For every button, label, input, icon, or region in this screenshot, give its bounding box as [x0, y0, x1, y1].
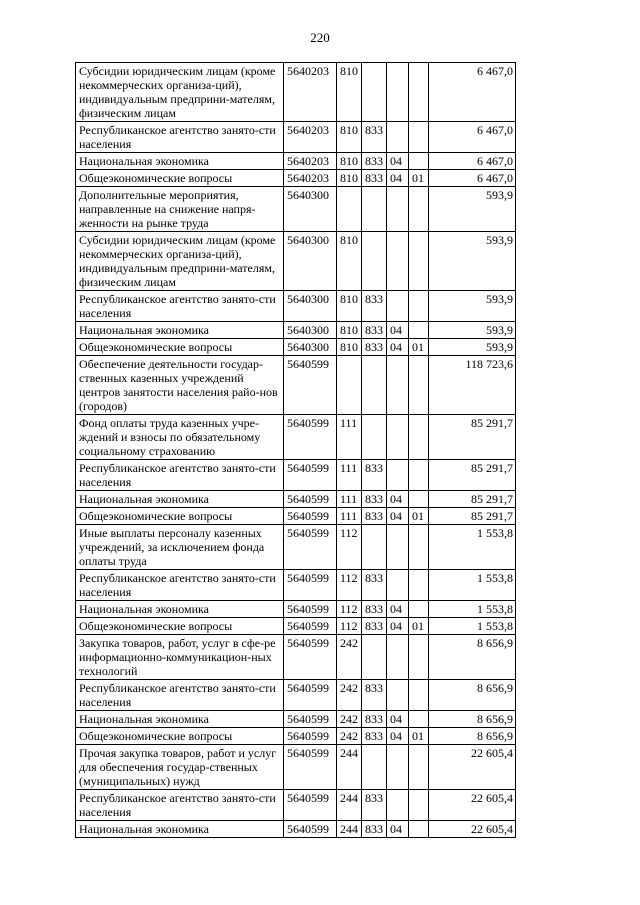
row-section-cell [387, 460, 409, 491]
row-target-article-cell: 5640599 [284, 570, 337, 601]
row-admin-code-cell [362, 415, 387, 460]
row-amount-cell: 593,9 [429, 322, 516, 339]
row-expense-type-cell: 810 [337, 339, 362, 356]
row-subsection-cell [409, 491, 429, 508]
row-subsection-cell [409, 601, 429, 618]
row-subsection-cell [409, 711, 429, 728]
row-name-cell: Республиканское агентство занято-сти населения [76, 790, 284, 821]
row-section-cell: 04 [387, 728, 409, 745]
table-row [76, 680, 516, 711]
row-amount-cell: 593,9 [429, 232, 516, 291]
row-admin-code-cell [362, 187, 387, 232]
row-section-cell [387, 122, 409, 153]
table-row [76, 339, 516, 356]
row-amount-cell: 8 656,9 [429, 680, 516, 711]
row-amount-cell: 118 723,6 [429, 356, 516, 415]
row-name-cell: Республиканское агентство занято-сти населения [76, 122, 284, 153]
row-expense-type-cell [337, 187, 362, 232]
row-target-article-cell: 5640599 [284, 460, 337, 491]
row-name-cell: Общеэкономические вопросы [76, 728, 284, 745]
table-row [76, 570, 516, 601]
row-target-article-cell: 5640599 [284, 356, 337, 415]
row-admin-code-cell: 833 [362, 491, 387, 508]
row-admin-code-cell [362, 745, 387, 790]
row-target-article-cell: 5640599 [284, 745, 337, 790]
row-name-cell: Республиканское агентство занято-сти населения [76, 460, 284, 491]
row-target-article-cell: 5640599 [284, 618, 337, 635]
row-admin-code-cell: 833 [362, 291, 387, 322]
row-admin-code-cell: 833 [362, 570, 387, 601]
row-subsection-cell [409, 322, 429, 339]
row-amount-cell: 1 553,8 [429, 570, 516, 601]
row-amount-cell: 1 553,8 [429, 618, 516, 635]
row-subsection-cell [409, 415, 429, 460]
row-target-article-cell: 5640300 [284, 291, 337, 322]
row-section-cell [387, 63, 409, 122]
row-admin-code-cell: 833 [362, 170, 387, 187]
row-subsection-cell: 01 [409, 618, 429, 635]
row-section-cell [387, 415, 409, 460]
row-expense-type-cell: 111 [337, 460, 362, 491]
row-subsection-cell: 01 [409, 339, 429, 356]
row-name-cell: Прочая закупка товаров, работ и услуг для обеспечения государ-ственных (муниципальных) нужд [76, 745, 284, 790]
row-admin-code-cell [362, 63, 387, 122]
row-admin-code-cell: 833 [362, 508, 387, 525]
row-section-cell: 04 [387, 153, 409, 170]
table-row [76, 491, 516, 508]
row-expense-type-cell: 242 [337, 635, 362, 680]
row-section-cell [387, 187, 409, 232]
row-section-cell [387, 291, 409, 322]
row-name-cell: Национальная экономика [76, 821, 284, 838]
page-number: 220 [310, 30, 330, 45]
row-expense-type-cell: 111 [337, 415, 362, 460]
row-admin-code-cell: 833 [362, 711, 387, 728]
row-section-cell [387, 680, 409, 711]
row-expense-type-cell: 111 [337, 491, 362, 508]
row-subsection-cell [409, 63, 429, 122]
row-amount-cell: 593,9 [429, 291, 516, 322]
row-target-article-cell: 5640599 [284, 601, 337, 618]
table-row [76, 508, 516, 525]
row-name-cell: Общеэкономические вопросы [76, 170, 284, 187]
row-expense-type-cell: 242 [337, 728, 362, 745]
table-row [76, 711, 516, 728]
row-expense-type-cell: 810 [337, 232, 362, 291]
table-row [76, 415, 516, 460]
row-admin-code-cell: 833 [362, 339, 387, 356]
row-section-cell [387, 745, 409, 790]
row-expense-type-cell [337, 356, 362, 415]
table-row [76, 322, 516, 339]
row-admin-code-cell: 833 [362, 153, 387, 170]
row-admin-code-cell: 833 [362, 821, 387, 838]
row-section-cell [387, 232, 409, 291]
row-section-cell: 04 [387, 339, 409, 356]
row-admin-code-cell: 833 [362, 601, 387, 618]
row-subsection-cell [409, 570, 429, 601]
row-amount-cell: 6 467,0 [429, 153, 516, 170]
row-amount-cell: 22 605,4 [429, 821, 516, 838]
row-section-cell: 04 [387, 618, 409, 635]
row-name-cell: Национальная экономика [76, 322, 284, 339]
row-expense-type-cell: 111 [337, 508, 362, 525]
row-subsection-cell [409, 745, 429, 790]
row-amount-cell: 8 656,9 [429, 728, 516, 745]
row-subsection-cell [409, 460, 429, 491]
row-expense-type-cell: 810 [337, 291, 362, 322]
row-section-cell [387, 790, 409, 821]
table-row [76, 525, 516, 570]
row-admin-code-cell: 833 [362, 322, 387, 339]
row-section-cell: 04 [387, 322, 409, 339]
row-amount-cell: 85 291,7 [429, 491, 516, 508]
row-target-article-cell: 5640599 [284, 508, 337, 525]
table-row [76, 187, 516, 232]
row-admin-code-cell: 833 [362, 122, 387, 153]
table-row [76, 728, 516, 745]
row-name-cell: Общеэкономические вопросы [76, 339, 284, 356]
row-admin-code-cell: 833 [362, 680, 387, 711]
row-expense-type-cell: 244 [337, 790, 362, 821]
row-expense-type-cell: 810 [337, 122, 362, 153]
row-section-cell [387, 356, 409, 415]
row-admin-code-cell: 833 [362, 790, 387, 821]
row-name-cell: Национальная экономика [76, 153, 284, 170]
row-expense-type-cell: 810 [337, 322, 362, 339]
row-target-article-cell: 5640599 [284, 728, 337, 745]
table-row [76, 618, 516, 635]
row-target-article-cell: 5640599 [284, 711, 337, 728]
row-target-article-cell: 5640300 [284, 232, 337, 291]
table-row [76, 601, 516, 618]
row-admin-code-cell: 833 [362, 460, 387, 491]
row-target-article-cell: 5640300 [284, 187, 337, 232]
table-row [76, 153, 516, 170]
row-admin-code-cell [362, 232, 387, 291]
table-row [76, 63, 516, 122]
row-expense-type-cell: 112 [337, 618, 362, 635]
row-amount-cell: 6 467,0 [429, 63, 516, 122]
row-name-cell: Общеэкономические вопросы [76, 618, 284, 635]
row-section-cell [387, 635, 409, 680]
table-row [76, 635, 516, 680]
row-amount-cell: 1 553,8 [429, 525, 516, 570]
row-admin-code-cell: 833 [362, 728, 387, 745]
row-subsection-cell [409, 187, 429, 232]
table-row [76, 232, 516, 291]
budget-table [75, 62, 516, 838]
row-name-cell: Общеэкономические вопросы [76, 508, 284, 525]
row-target-article-cell: 5640599 [284, 491, 337, 508]
row-target-article-cell: 5640599 [284, 635, 337, 680]
row-section-cell: 04 [387, 821, 409, 838]
row-name-cell: Иные выплаты персоналу казенных учреждений, за исключением фонда оплаты труда [76, 525, 284, 570]
row-subsection-cell [409, 635, 429, 680]
row-section-cell: 04 [387, 170, 409, 187]
row-section-cell: 04 [387, 508, 409, 525]
row-amount-cell: 22 605,4 [429, 790, 516, 821]
row-name-cell: Обеспечение деятельности государ-ственных казенных учреждений центров занятости населения райо-нов (городов) [76, 356, 284, 415]
row-name-cell: Субсидии юридическим лицам (кроме некоммерческих организа-ций), индивидуальным предприни-мателям, физическим лицам [76, 232, 284, 291]
table-row [76, 122, 516, 153]
table-row [76, 790, 516, 821]
row-section-cell: 04 [387, 711, 409, 728]
row-amount-cell: 6 467,0 [429, 122, 516, 153]
row-admin-code-cell [362, 635, 387, 680]
table-row [76, 291, 516, 322]
row-amount-cell: 85 291,7 [429, 508, 516, 525]
row-amount-cell: 85 291,7 [429, 415, 516, 460]
row-section-cell: 04 [387, 491, 409, 508]
row-name-cell: Дополнительные мероприятия, направленные на снижение напря-женности на рынке труда [76, 187, 284, 232]
row-target-article-cell: 5640203 [284, 63, 337, 122]
row-subsection-cell [409, 122, 429, 153]
row-expense-type-cell: 242 [337, 680, 362, 711]
row-amount-cell: 6 467,0 [429, 170, 516, 187]
row-admin-code-cell [362, 525, 387, 570]
row-subsection-cell [409, 821, 429, 838]
row-expense-type-cell: 244 [337, 745, 362, 790]
row-subsection-cell [409, 291, 429, 322]
row-name-cell: Закупка товаров, работ, услуг в сфе-ре информационно-коммуникацион-ных технологий [76, 635, 284, 680]
row-target-article-cell: 5640203 [284, 170, 337, 187]
row-amount-cell: 8 656,9 [429, 635, 516, 680]
row-amount-cell: 22 605,4 [429, 745, 516, 790]
row-target-article-cell: 5640599 [284, 821, 337, 838]
row-name-cell: Фонд оплаты труда казенных учре-ждений и взносы по обязательному социальному страхованию [76, 415, 284, 460]
table-row [76, 460, 516, 491]
row-expense-type-cell: 242 [337, 711, 362, 728]
table-row [76, 745, 516, 790]
row-expense-type-cell: 810 [337, 63, 362, 122]
row-name-cell: Республиканское агентство занято-сти населения [76, 680, 284, 711]
row-expense-type-cell: 810 [337, 170, 362, 187]
row-subsection-cell: 01 [409, 170, 429, 187]
row-expense-type-cell: 244 [337, 821, 362, 838]
row-subsection-cell: 01 [409, 508, 429, 525]
row-section-cell [387, 570, 409, 601]
table-body [76, 63, 516, 838]
row-subsection-cell [409, 680, 429, 711]
row-target-article-cell: 5640599 [284, 680, 337, 711]
row-target-article-cell: 5640203 [284, 153, 337, 170]
row-subsection-cell [409, 525, 429, 570]
row-target-article-cell: 5640300 [284, 339, 337, 356]
row-expense-type-cell: 112 [337, 525, 362, 570]
row-name-cell: Национальная экономика [76, 601, 284, 618]
table-row [76, 356, 516, 415]
row-admin-code-cell [362, 356, 387, 415]
row-name-cell: Субсидии юридическим лицам (кроме некоммерческих организа-ций), индивидуальным предприни-мателям, физическим лицам [76, 63, 284, 122]
row-target-article-cell: 5640599 [284, 525, 337, 570]
row-name-cell: Национальная экономика [76, 491, 284, 508]
row-admin-code-cell: 833 [362, 618, 387, 635]
table-row [76, 821, 516, 838]
row-target-article-cell: 5640599 [284, 415, 337, 460]
row-expense-type-cell: 810 [337, 153, 362, 170]
row-section-cell: 04 [387, 601, 409, 618]
row-name-cell: Республиканское агентство занято-сти населения [76, 291, 284, 322]
row-amount-cell: 8 656,9 [429, 711, 516, 728]
row-name-cell: Национальная экономика [76, 711, 284, 728]
row-subsection-cell [409, 153, 429, 170]
row-subsection-cell [409, 356, 429, 415]
row-expense-type-cell: 112 [337, 570, 362, 601]
row-section-cell [387, 525, 409, 570]
row-target-article-cell: 5640599 [284, 790, 337, 821]
row-amount-cell: 1 553,8 [429, 601, 516, 618]
row-subsection-cell: 01 [409, 728, 429, 745]
row-amount-cell: 85 291,7 [429, 460, 516, 491]
row-subsection-cell [409, 790, 429, 821]
row-amount-cell: 593,9 [429, 339, 516, 356]
table-row [76, 170, 516, 187]
row-target-article-cell: 5640300 [284, 322, 337, 339]
row-expense-type-cell: 112 [337, 601, 362, 618]
row-target-article-cell: 5640203 [284, 122, 337, 153]
row-subsection-cell [409, 232, 429, 291]
row-name-cell: Республиканское агентство занято-сти населения [76, 570, 284, 601]
row-amount-cell: 593,9 [429, 187, 516, 232]
